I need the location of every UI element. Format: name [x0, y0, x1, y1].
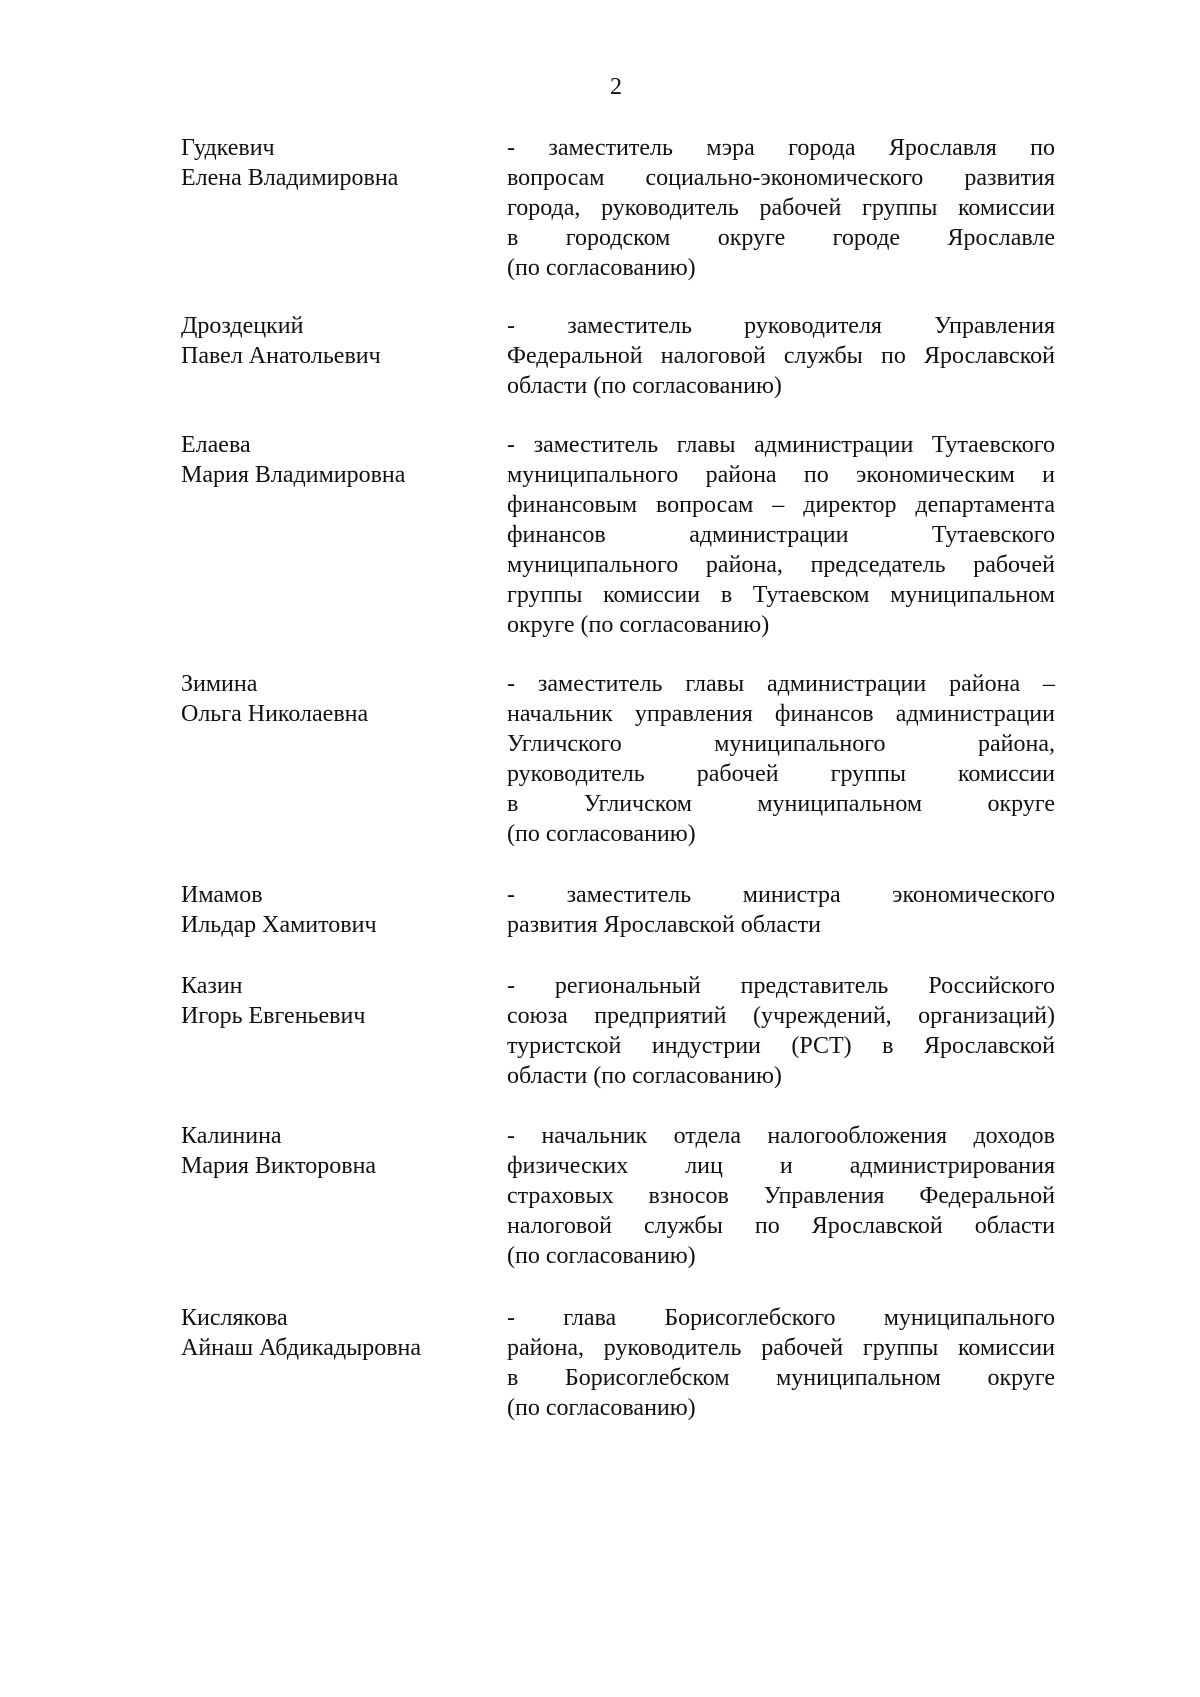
- member-role-line: области (по согласованию): [507, 373, 782, 399]
- member-name: [181, 880, 481, 940]
- member-role-line: начальник управления финансов администрации: [507, 701, 1055, 727]
- member-given-names: Мария Владимировна: [181, 462, 406, 488]
- member-role: [507, 311, 1055, 401]
- member-surname: Имамов: [181, 882, 263, 908]
- member-role-line: - заместитель мэра города Ярославля по: [507, 135, 1055, 161]
- member-role-line: туристской индустрии (РСТ) в Ярославской: [507, 1033, 1055, 1059]
- member-role-line: города, руководитель рабочей группы комиссии: [507, 195, 1055, 221]
- member-given-names: Айнаш Абдикадыровна: [181, 1335, 422, 1361]
- member-role-line: союза предприятий (учреждений, организаций): [507, 1003, 1055, 1029]
- member-role: [507, 669, 1055, 849]
- member-role-line: - начальник отдела налогообложения доходов: [507, 1123, 1055, 1149]
- member-role-line: - заместитель главы администрации Тутаевского: [507, 432, 1055, 458]
- member-surname: Кислякова: [181, 1305, 288, 1331]
- member-role-line: муниципального района по экономическим и: [507, 462, 1055, 488]
- member-name: [181, 971, 481, 1031]
- member-given-names: Елена Владимировна: [181, 165, 399, 191]
- member-surname: Казин: [181, 973, 243, 999]
- member-role-line: страховых взносов Управления Федеральной: [507, 1183, 1055, 1209]
- member-role: [507, 1303, 1055, 1423]
- member-role-line: (по согласованию): [507, 255, 696, 281]
- member-surname: Елаева: [181, 432, 251, 458]
- member-role-line: развития Ярославской области: [507, 912, 821, 938]
- member-name: [181, 1121, 481, 1181]
- member-role-line: налоговой службы по Ярославской области: [507, 1213, 1055, 1239]
- member-role-line: муниципального района, председатель рабочей: [507, 552, 1055, 578]
- member-given-names: Павел Анатольевич: [181, 343, 381, 369]
- member-role-line: группы комиссии в Тутаевском муниципальном: [507, 582, 1055, 608]
- member-role-line: - заместитель главы администрации района –: [507, 671, 1055, 697]
- member-role-line: области (по согласованию): [507, 1063, 782, 1089]
- member-role-line: физических лиц и администрирования: [507, 1153, 1055, 1179]
- member-name: [181, 430, 481, 490]
- member-name: [181, 133, 481, 193]
- member-role-line: (по согласованию): [507, 821, 696, 847]
- member-surname: Гудкевич: [181, 135, 275, 161]
- member-role-line: - заместитель министра экономического: [507, 882, 1055, 908]
- member-role: [507, 880, 1055, 940]
- member-role-line: (по согласованию): [507, 1395, 696, 1421]
- member-given-names: Ильдар Хамитович: [181, 912, 377, 938]
- member-name: [181, 311, 481, 371]
- member-role-line: Угличского муниципального района,: [507, 731, 1055, 757]
- member-surname: Зимина: [181, 671, 258, 697]
- member-name: [181, 669, 481, 729]
- member-role: [507, 430, 1055, 640]
- member-surname: Калинина: [181, 1123, 282, 1149]
- member-role: [507, 133, 1055, 283]
- member-given-names: Игорь Евгеньевич: [181, 1003, 366, 1029]
- member-role-line: в Борисоглебском муниципальном округе: [507, 1365, 1055, 1391]
- member-role-line: Федеральной налоговой службы по Ярославской: [507, 343, 1055, 369]
- member-role-line: - заместитель руководителя Управления: [507, 313, 1055, 339]
- member-role-line: - глава Борисоглебского муниципального: [507, 1305, 1055, 1331]
- member-role-line: в городском округе городе Ярославле: [507, 225, 1055, 251]
- member-role-line: - региональный представитель Российского: [507, 973, 1055, 999]
- member-surname: Дроздецкий: [181, 313, 304, 339]
- member-role: [507, 1121, 1055, 1271]
- member-role-line: вопросам социально-экономического развития: [507, 165, 1055, 191]
- page-number: 2: [610, 74, 622, 100]
- member-role-line: финансов администрации Тутаевского: [507, 522, 1055, 548]
- member-role-line: в Угличском муниципальном округе: [507, 791, 1055, 817]
- member-given-names: Мария Викторовна: [181, 1153, 377, 1179]
- member-role-line: финансовым вопросам – директор департамента: [507, 492, 1055, 518]
- member-role-line: округе (по согласованию): [507, 612, 770, 638]
- member-role-line: руководитель рабочей группы комиссии: [507, 761, 1055, 787]
- member-given-names: Ольга Николаевна: [181, 701, 369, 727]
- member-role-line: (по согласованию): [507, 1243, 696, 1269]
- member-name: [181, 1303, 481, 1363]
- member-role: [507, 971, 1055, 1091]
- member-role-line: района, руководитель рабочей группы комиссии: [507, 1335, 1055, 1361]
